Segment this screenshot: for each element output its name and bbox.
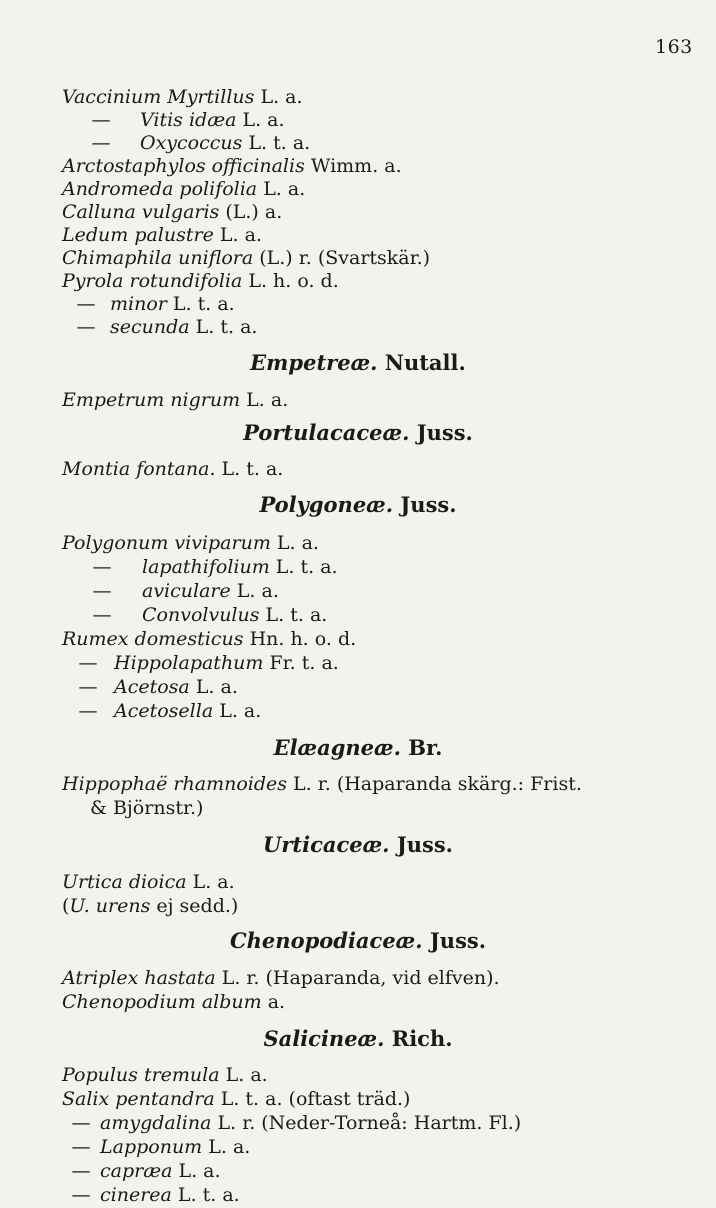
family-heading: Urticaceæ. Juss. [263,832,453,857]
species-entry: Arctostaphylos officinalis Wimm. a. [62,155,402,177]
species-entry: — amygdalina L. r. (Neder-Torneå: Hartm. Fl.) [71,1112,522,1134]
species-entry: Calluna vulgaris (L.) a. [62,201,283,223]
page-number: 163 [655,36,693,58]
species-entry: Chimaphila uniflora (L.) r. (Svartskär.) [62,247,431,269]
species-entry: — Acetosella L. a. [78,700,262,722]
species-entry: (U. urens ej sedd.) [62,895,239,917]
species-entry: Montia fontana. L. t. a. [62,458,284,480]
family-heading: Empetreæ. Nutall. [250,350,466,375]
species-entry: — aviculare L. a. [92,580,279,602]
family-heading: Elæagneæ. Br. [273,735,443,760]
species-entry: — Lapponum L. a. [71,1136,251,1158]
species-entry: — Oxycoccus L. t. a. [91,132,311,154]
species-entry: — Acetosa L. a. [78,676,238,698]
species-entry: Atriplex hastata L. r. (Haparanda, vid elfven). [62,967,500,989]
species-entry: Salix pentandra L. t. a. (oftast träd.) [62,1088,411,1110]
species-entry: Pyrola rotundifolia L. h. o. d. [62,270,339,292]
family-heading: Portulacaceæ. Juss. [243,420,473,445]
species-entry: Hippophaë rhamnoides L. r. (Haparanda skärg.: Frist. [62,773,582,795]
family-heading: Salicineæ. Rich. [263,1026,453,1051]
species-entry: Urtica dioica L. a. [62,871,235,893]
species-entry: — secunda L. t. a. [76,316,258,338]
species-entry: Polygonum viviparum L. a. [62,532,319,554]
species-entry: Chenopodium album a. [62,991,286,1013]
species-entry: — capræa L. a. [71,1160,221,1182]
species-entry-continued: & Björnstr.) [90,797,204,819]
species-entry: Andromeda polifolia L. a. [62,178,306,200]
species-entry: — lapathifolium L. t. a. [92,556,338,578]
species-entry: Vaccinium Myrtillus L. a. [62,86,303,108]
species-entry: — Convolvulus L. t. a. [92,604,328,626]
species-entry: — cinerea L. t. a. [71,1184,240,1206]
species-entry: Empetrum nigrum L. a. [62,389,289,411]
species-entry: — Vitis idæa L. a. [91,109,285,131]
species-entry: Populus tremula L. a. [62,1064,268,1086]
family-heading: Chenopodiaceæ. Juss. [229,928,487,953]
family-heading: Polygoneæ. Juss. [259,492,457,517]
species-entry: — Hippolapathum Fr. t. a. [78,652,339,674]
species-entry: Rumex domesticus Hn. h. o. d. [62,628,357,650]
species-entry: — minor L. t. a. [76,293,235,315]
species-entry: Ledum palustre L. a. [62,224,262,246]
